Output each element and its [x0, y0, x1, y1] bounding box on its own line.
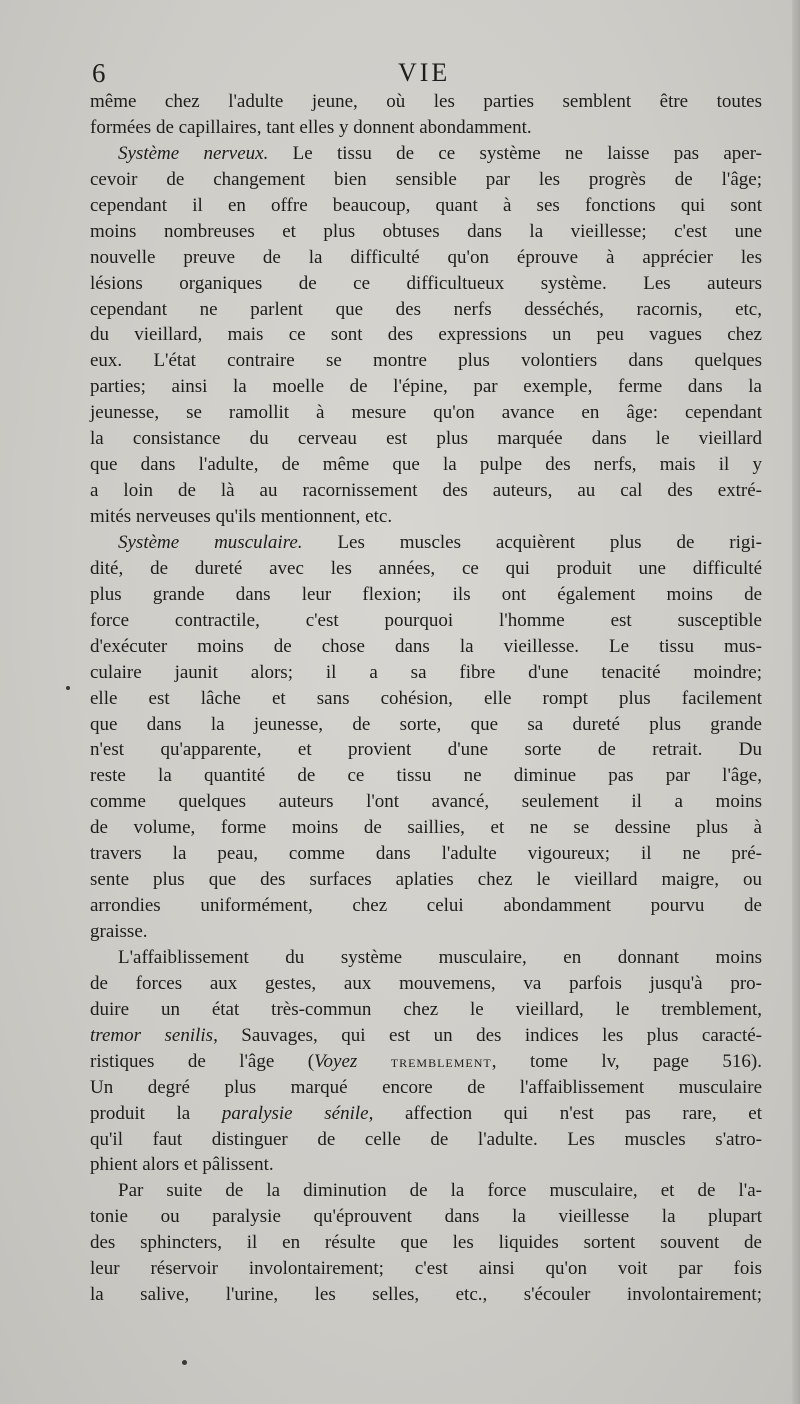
text-line: [90, 167, 762, 193]
text-segment: nouvelle preuve de la difficulté qu'on éprouve à apprécier les: [90, 246, 762, 268]
text-segment: lésions organiques de ce difficultueux système. Les auteurs: [90, 272, 762, 294]
text-segment: n'est qu'apparente, et provient d'une sorte de retrait. Du: [90, 739, 762, 761]
text-segment: culaire jaunit alors; il a sa fibre d'une tenacité moindre;: [90, 661, 762, 683]
text-segment: , tome lv, page 516).: [491, 1050, 763, 1072]
text-line: [90, 504, 762, 530]
text-segment: , affection qui n'est pas rare, et: [368, 1102, 762, 1124]
text-segment: plus grande dans leur flexion; ils ont également moins de: [90, 583, 762, 605]
text-segment: eux. L'état contraire se montre plus volontiers dans quelques: [90, 350, 762, 372]
text-segment: parties; ainsi la moelle de l'épine, par exemple, ferme dans la: [90, 376, 762, 398]
text-segment: force contractile, c'est pourquoi l'homme est susceptible: [90, 609, 762, 631]
text-line: [90, 1049, 762, 1075]
text-segment: formées de capillaires, tant elles y donnent abondamment.: [90, 116, 532, 138]
text-line: [90, 322, 762, 348]
ink-speck: [66, 686, 70, 690]
running-head: VIE: [398, 58, 451, 87]
ink-speck: [182, 1360, 187, 1365]
text-segment: jeunesse, se ramollit à mesure qu'on avance en âge: cependant: [90, 402, 762, 424]
text-segment: elle est lâche et sans cohésion, elle rompt plus facilement: [90, 687, 762, 709]
page-edge-shadow: [792, 0, 800, 1404]
text-line: [90, 971, 762, 997]
text-line: [90, 374, 762, 400]
italic-segment: paralysie sénile: [221, 1102, 369, 1124]
text-segment: Les muscles acquièrent plus de rigi-: [302, 531, 762, 553]
text-segment: tonie ou paralysie qu'éprouvent dans la vieillesse la plupart: [90, 1206, 762, 1228]
text-segment: cevoir de changement bien sensible par les progrès de l'âge;: [90, 168, 762, 190]
text-line: [90, 115, 762, 141]
italic-segment: Système musculaire.: [118, 531, 303, 553]
text-segment: des sphincters, il en résulte que les liquides sortent souvent de: [90, 1232, 762, 1254]
italic-segment: tremor senilis: [90, 1024, 214, 1046]
text-line: [90, 556, 762, 582]
text-segment: arrondies uniformément, chez celui abondamment pourvu de: [90, 895, 762, 917]
text-line: [90, 582, 762, 608]
text-line: [90, 841, 762, 867]
text-segment: leur réservoir involontairement; c'est ainsi qu'on voit par fois: [90, 1258, 762, 1280]
text-segment: de forces aux gestes, aux mouvemens, va parfois jusqu'à pro-: [90, 972, 762, 994]
text-segment: moins nombreuses et plus obtuses dans la vieillesse; c'est une: [90, 220, 762, 242]
text-line: [90, 1256, 762, 1282]
text-line: [90, 686, 762, 712]
text-line: [90, 193, 762, 219]
text-line: [90, 1023, 762, 1049]
text-segment: mités nerveuses qu'ils mentionnent, etc.: [90, 506, 393, 527]
text-segment: de volume, forme moins de saillies, et ne se dessine plus à: [90, 817, 762, 839]
text-segment: ristiques de l'âge (: [90, 1050, 315, 1072]
text-line: [90, 89, 762, 115]
text-line: [90, 348, 762, 374]
smallcaps-segment: tremblement: [390, 1051, 492, 1071]
text-line: [90, 1204, 762, 1230]
text-segment: Par suite de la diminution de la force musculaire, et de l'a-: [118, 1180, 762, 1202]
text-line: [90, 660, 762, 686]
text-line: [90, 530, 762, 556]
text-line: [90, 219, 762, 245]
text-line: [90, 608, 762, 634]
text-line: [90, 1127, 762, 1153]
text-line: [90, 1178, 762, 1204]
text-line: [90, 815, 762, 841]
text-segment: produit la: [90, 1102, 222, 1124]
text-line: [90, 919, 762, 945]
text-segment: reste la quantité de ce tissu ne diminue pas par l'âge,: [90, 765, 762, 787]
page-number: 6: [92, 58, 106, 88]
text-line: [90, 478, 762, 504]
italic-segment: Voyez: [314, 1050, 358, 1072]
text-segment: cependant il en offre beaucoup, quant à ses fonctions qui sont: [90, 194, 762, 216]
text-segment: duire un état très-commun chez le vieillard, le tremblement,: [90, 998, 762, 1020]
text-segment: Un degré plus marqué encore de l'affaiblissement musculaire: [90, 1076, 762, 1098]
text-segment: Le tissu de ce système ne laisse pas aper-: [268, 142, 762, 164]
text-line: [90, 1101, 762, 1127]
text-line: [90, 271, 762, 297]
text-segment: la consistance du cerveau est plus marquée dans le vieillard: [90, 428, 762, 450]
text-segment: que dans l'adulte, de même que la pulpe des nerfs, mais il y: [90, 454, 762, 476]
text-line: [90, 452, 762, 478]
text-segment: comme quelques auteurs l'ont avancé, seulement il a moins: [90, 791, 762, 813]
text-segment: cependant ne parlent que des nerfs desséchés, racornis, etc,: [90, 298, 762, 320]
page-header: [92, 56, 712, 90]
text-line: [90, 245, 762, 271]
text-line: [90, 297, 762, 323]
body-text: [90, 89, 762, 1308]
text-line: [90, 634, 762, 660]
text-line: [90, 737, 762, 763]
text-line: [90, 945, 762, 971]
text-segment: L'affaiblissement du système musculaire, en donnant moins: [118, 946, 762, 968]
text-line: [90, 789, 762, 815]
text-line: [90, 1282, 762, 1308]
text-line: [90, 893, 762, 919]
text-segment: que dans la jeunesse, de sorte, que sa dureté plus grande: [90, 713, 762, 735]
text-line: [90, 867, 762, 893]
text-line: [90, 997, 762, 1023]
text-segment: graisse.: [90, 921, 148, 942]
text-segment: a loin de là au racornissement des auteurs, au cal des extré-: [90, 480, 762, 502]
text-segment: la salive, l'urine, les selles, etc., s'écouler involontairement;: [90, 1284, 762, 1306]
text-line: [90, 1075, 762, 1101]
text-segment: dité, de dureté avec les années, ce qui produit une difficulté: [90, 557, 762, 579]
text-line: [90, 712, 762, 738]
text-line: [90, 426, 762, 452]
text-segment: qu'il faut distinguer de celle de l'adulte. Les muscles s'atro-: [90, 1128, 762, 1150]
text-line: [90, 763, 762, 789]
text-segment: travers la peau, comme dans l'adulte vigoureux; il ne pré-: [90, 843, 762, 865]
text-segment: phient alors et pâlissent.: [90, 1154, 274, 1176]
text-segment: , Sauvages, qui est un des indices les plus caracté-: [213, 1024, 763, 1046]
text-segment: du vieillard, mais ce sont des expressions un peu vagues chez: [90, 324, 762, 346]
text-segment: sente plus que des surfaces aplaties chez le vieillard maigre, ou: [90, 869, 762, 891]
text-segment: même chez l'adulte jeune, où les parties semblent être toutes: [90, 91, 762, 112]
text-line: [90, 400, 762, 426]
text-segment: d'exécuter moins de chose dans la vieillesse. Le tissu mus-: [90, 635, 762, 657]
text-line: [90, 1152, 762, 1178]
text-line: [90, 1230, 762, 1256]
text-line: [90, 141, 762, 167]
italic-segment: Système nerveux.: [118, 142, 269, 164]
